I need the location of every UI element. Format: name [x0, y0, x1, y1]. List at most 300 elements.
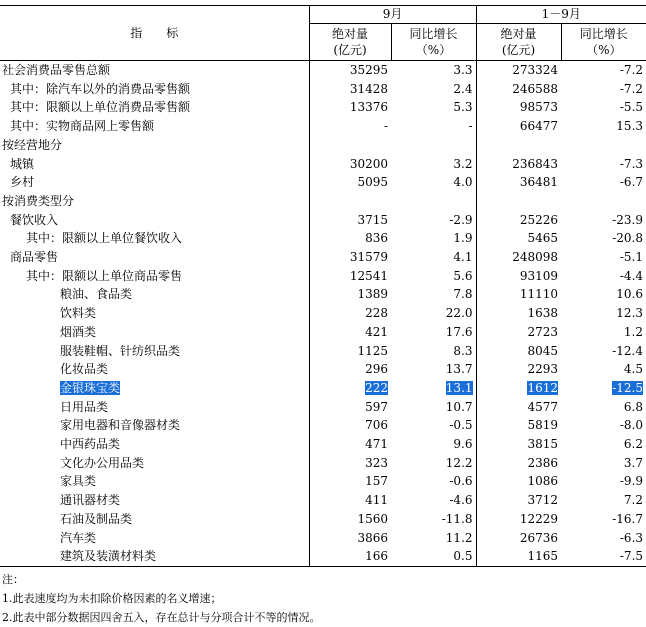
ytd-abs-cell-text: 3815: [527, 437, 559, 452]
ytd-abs-header-line1: 绝对量: [500, 27, 537, 41]
sep-abs-cell: [309, 398, 391, 417]
ytd-abs-cell: [476, 285, 561, 304]
ytd-abs-cell-text: 248098: [512, 250, 559, 265]
sep-yoy-cell-text: -11.8: [441, 511, 473, 526]
row-label: [0, 173, 309, 192]
sep-abs-cell: [309, 98, 391, 117]
ytd-abs-cell-text: 3712: [527, 493, 559, 508]
ytd-abs-cell: [476, 398, 561, 417]
table-row: [0, 323, 646, 342]
sep-yoy-cell-text: 17.6: [445, 324, 473, 339]
sep-abs-cell: [309, 285, 391, 304]
sep-abs-cell: [309, 229, 391, 248]
table-row: [0, 117, 646, 136]
table-row: [0, 547, 646, 566]
sep-yoy-cell: [391, 61, 476, 80]
sep-abs-cell-text: 12541: [349, 268, 388, 283]
ytd-yoy-cell-text: -7.5: [619, 549, 644, 564]
ytd-yoy-cell: [561, 454, 646, 473]
table-row: [0, 229, 646, 248]
sep-yoy-cell-text: 9.6: [453, 437, 473, 452]
ytd-abs-cell-text: 12229: [519, 511, 559, 526]
ytd-yoy-cell-text: -4.4: [619, 268, 644, 283]
sep-yoy-cell: [391, 510, 476, 529]
ytd-yoy-cell-text: -8.0: [619, 418, 644, 433]
ytd-yoy-cell: [561, 323, 646, 342]
sep-abs-header-line1: 绝对量: [331, 27, 368, 41]
row-label: [0, 491, 309, 510]
sep-abs-cell-text: 1125: [357, 343, 388, 358]
ytd-abs-cell-text: 11110: [519, 287, 559, 302]
table-row: [0, 529, 646, 548]
ytd-abs-cell-text: 236843: [512, 156, 559, 171]
row-label-text: 其中：实物商品网上零售额: [10, 119, 155, 134]
ytd-abs-cell: [476, 529, 561, 548]
row-label-text: 石油及制品类: [60, 511, 133, 526]
ytd-yoy-cell: [561, 285, 646, 304]
ytd-abs-cell-text: 8045: [527, 343, 559, 358]
ytd-abs-cell-text: 5465: [527, 231, 559, 246]
ytd-yoy-cell-text: -23.9: [612, 212, 644, 227]
table-row: [0, 98, 646, 117]
sep-abs-cell-text: 222: [365, 380, 388, 395]
sep-yoy-cell: [391, 379, 476, 398]
ytd-yoy-cell: [561, 80, 646, 99]
sep-yoy-cell-text: -0.6: [449, 474, 473, 489]
row-label-text: 城镇: [10, 156, 35, 171]
row-label-text: 汽车类: [60, 530, 97, 545]
sep-yoy-cell-text: 12.2: [445, 455, 473, 470]
ytd-yoy-cell-text: 6.2: [623, 437, 644, 452]
table-row: [0, 80, 646, 99]
row-label-text: 社会消费品零售总额: [2, 63, 111, 77]
ytd-yoy-cell: [561, 491, 646, 510]
row-label-text: 粮油、食品类: [60, 287, 133, 302]
sep-abs-cell: [309, 80, 391, 99]
sep-yoy-cell: [391, 529, 476, 548]
ytd-yoy-cell: [561, 267, 646, 286]
sep-yoy-header-line1: 同比增长: [409, 27, 458, 41]
ytd-yoy-cell-text: -7.3: [619, 156, 644, 171]
table-row: [0, 435, 646, 454]
table-row: [0, 136, 646, 155]
table-row: [0, 491, 646, 510]
row-label: [0, 229, 309, 248]
ytd-yoy-cell-text: -5.5: [619, 100, 644, 115]
sep-abs-cell: [309, 155, 391, 174]
sep-yoy-cell-text: 3.3: [453, 63, 473, 77]
row-label: [0, 510, 309, 529]
retail-sales-table: [0, 5, 646, 567]
sep-yoy-cell: [391, 248, 476, 267]
ytd-abs-cell: [476, 342, 561, 361]
sep-yoy-cell: [391, 491, 476, 510]
row-label: [0, 323, 309, 342]
sep-yoy-cell: [391, 342, 476, 361]
ytd-abs-cell-text: 2723: [527, 324, 559, 339]
row-label-text: 家用电器和音像器材类: [60, 418, 181, 433]
ytd-abs-cell-text: 4577: [527, 399, 559, 414]
sep-yoy-cell-text: 5.3: [453, 100, 473, 115]
ytd-yoy-header: [561, 24, 646, 61]
ytd-abs-cell: [476, 267, 561, 286]
ytd-yoy-cell-text: 15.3: [616, 119, 644, 134]
sep-yoy-cell: [391, 229, 476, 248]
sep-yoy-cell-text: 10.7: [445, 399, 473, 414]
sep-yoy-cell: [391, 267, 476, 286]
sep-abs-cell: [309, 304, 391, 323]
table-row: [0, 267, 646, 286]
ytd-yoy-cell-text: 10.6: [616, 287, 644, 302]
ytd-abs-cell-text: 1086: [527, 474, 559, 489]
indicator-header: 指 标: [0, 6, 309, 61]
ytd-yoy-cell: [561, 248, 646, 267]
ytd-abs-cell-text: 1638: [527, 306, 559, 321]
ytd-yoy-cell: [561, 173, 646, 192]
row-label-text: 其中：除汽车以外的消费品零售额: [10, 81, 191, 96]
ytd-yoy-cell: [561, 304, 646, 323]
sep-abs-cell-text: -: [383, 119, 388, 134]
ytd-abs-cell: [476, 510, 561, 529]
ytd-yoy-cell-text: -5.1: [619, 250, 644, 265]
sep-abs-cell: [309, 323, 391, 342]
ytd-abs-cell: [476, 304, 561, 323]
sep-yoy-cell: [391, 136, 476, 155]
ytd-abs-cell: [476, 379, 561, 398]
row-label: [0, 379, 309, 398]
row-label: [0, 360, 309, 379]
sep-yoy-cell-text: 11.2: [445, 530, 473, 545]
sep-yoy-cell: [391, 547, 476, 566]
ytd-yoy-cell: [561, 472, 646, 491]
sep-abs-cell: [309, 416, 391, 435]
row-label: [0, 472, 309, 491]
table-row: [0, 510, 646, 529]
row-label-text: 按消费类型分: [2, 193, 75, 208]
sep-yoy-cell-text: 13.1: [445, 380, 473, 395]
row-label: [0, 454, 309, 473]
sep-abs-cell-text: 166: [365, 549, 388, 564]
sep-abs-cell: [309, 547, 391, 566]
ytd-abs-cell: [476, 323, 561, 342]
ytd-abs-cell: [476, 491, 561, 510]
sep-abs-cell: [309, 472, 391, 491]
sep-yoy-cell-text: 7.8: [453, 287, 473, 302]
row-label: [0, 529, 309, 548]
ytd-abs-cell: [476, 547, 561, 566]
sep-yoy-cell: [391, 285, 476, 304]
jan-sep-header: 1－9月: [476, 6, 646, 24]
ytd-abs-cell-text: 2293: [527, 362, 559, 377]
ytd-yoy-cell-text: 12.3: [616, 306, 644, 321]
sep-yoy-cell: [391, 173, 476, 192]
row-label: [0, 136, 309, 155]
table-row: [0, 398, 646, 417]
ytd-abs-cell-text: 5819: [527, 418, 559, 433]
ytd-abs-cell-text: 1165: [527, 549, 559, 564]
sep-abs-cell: [309, 360, 391, 379]
table-row: [0, 211, 646, 230]
sep-abs-cell-text: 836: [365, 231, 388, 246]
sep-abs-cell-text: 323: [365, 455, 388, 470]
table-row: [0, 173, 646, 192]
ytd-abs-cell: [476, 248, 561, 267]
row-label: [0, 416, 309, 435]
ytd-yoy-cell: [561, 398, 646, 417]
sep-abs-cell-text: 13376: [349, 100, 388, 115]
table-row: [0, 192, 646, 211]
sep-abs-cell-text: 411: [365, 493, 388, 508]
ytd-yoy-cell: [561, 529, 646, 548]
sep-yoy-cell-text: 4.1: [453, 250, 473, 265]
row-label: [0, 304, 309, 323]
row-label: [0, 398, 309, 417]
table-row: [0, 61, 646, 80]
sep-yoy-cell-text: 22.0: [445, 306, 473, 321]
note-1: 1.此表速度均为未扣除价格因素的名义增速；: [2, 592, 222, 605]
ytd-yoy-cell-text: -6.3: [619, 530, 644, 545]
ytd-yoy-cell: [561, 435, 646, 454]
table-row: [0, 304, 646, 323]
ytd-abs-cell-text: 273324: [512, 63, 559, 77]
row-label: [0, 248, 309, 267]
ytd-yoy-cell-text: -7.2: [619, 81, 644, 96]
ytd-abs-cell: [476, 173, 561, 192]
ytd-yoy-cell-text: 4.5: [623, 362, 644, 377]
notes-label: 注：: [2, 573, 24, 586]
ytd-yoy-cell: [561, 510, 646, 529]
ytd-abs-header-line2: (亿元): [501, 43, 536, 57]
ytd-yoy-cell: [561, 98, 646, 117]
sep-abs-cell-text: 3715: [357, 212, 388, 227]
sep-yoy-cell: [391, 117, 476, 136]
sep-abs-cell: [309, 248, 391, 267]
ytd-abs-cell-text: 246588: [512, 81, 559, 96]
sep-abs-cell: [309, 491, 391, 510]
sep-abs-cell: [309, 342, 391, 361]
ytd-yoy-cell: [561, 547, 646, 566]
row-label-text: 其中：限额以上单位商品零售: [26, 268, 183, 283]
ytd-abs-cell: [476, 472, 561, 491]
sep-yoy-cell: [391, 416, 476, 435]
row-label-text: 按经营地分: [2, 137, 63, 152]
table-row: [0, 416, 646, 435]
sep-yoy-cell: [391, 454, 476, 473]
sep-yoy-cell-text: 3.2: [453, 156, 473, 171]
ytd-yoy-cell: [561, 155, 646, 174]
sep-abs-cell: [309, 211, 391, 230]
sep-abs-cell: [309, 61, 391, 80]
ytd-yoy-header-line2: （%）: [586, 43, 622, 57]
ytd-abs-cell: [476, 435, 561, 454]
row-label-text: 中西药品类: [60, 437, 121, 452]
sep-yoy-header: [391, 24, 476, 61]
ytd-abs-cell: [476, 229, 561, 248]
table-row: [0, 379, 646, 398]
ytd-yoy-cell-text: -9.9: [619, 474, 644, 489]
sep-yoy-cell: [391, 323, 476, 342]
september-header: 9月: [309, 6, 476, 24]
row-label-text: 餐饮收入: [10, 212, 59, 227]
ytd-abs-cell-text: 26736: [519, 530, 559, 545]
sep-yoy-cell-text: 0.5: [453, 549, 473, 564]
ytd-abs-cell-text: 2386: [527, 455, 559, 470]
ytd-yoy-cell: [561, 211, 646, 230]
ytd-abs-cell-text: 93109: [519, 268, 559, 283]
table-row: [0, 472, 646, 491]
table-row: [0, 155, 646, 174]
sep-abs-cell-text: 3866: [357, 530, 388, 545]
sep-abs-cell-text: 296: [365, 362, 388, 377]
sep-yoy-cell: [391, 360, 476, 379]
sep-abs-cell-text: 35295: [349, 63, 388, 77]
ytd-yoy-cell: [561, 342, 646, 361]
row-label-text: 商品零售: [10, 250, 59, 265]
sep-abs-cell: [309, 379, 391, 398]
sep-yoy-cell: [391, 192, 476, 211]
row-label: [0, 285, 309, 304]
sep-abs-cell: [309, 435, 391, 454]
ytd-abs-cell-text: 98573: [519, 100, 559, 115]
row-label: [0, 80, 309, 99]
ytd-abs-header: [476, 24, 561, 61]
table-header: [0, 6, 646, 61]
sep-yoy-cell: [391, 398, 476, 417]
row-label: [0, 155, 309, 174]
sep-yoy-cell-text: 5.6: [453, 268, 473, 283]
table-body: [0, 61, 646, 567]
ytd-abs-cell-text: 25226: [519, 212, 559, 227]
row-label: [0, 267, 309, 286]
table-row: [0, 454, 646, 473]
sep-yoy-cell-text: 4.0: [453, 175, 473, 190]
ytd-abs-cell: [476, 416, 561, 435]
row-label: [0, 342, 309, 361]
ytd-yoy-cell: [561, 229, 646, 248]
row-label-text: 乡村: [10, 175, 35, 190]
row-label: [0, 61, 309, 80]
ytd-yoy-cell-text: -16.7: [612, 511, 644, 526]
row-label-text: 文化办公用品类: [60, 455, 145, 470]
sep-abs-cell-text: 31579: [349, 250, 388, 265]
sep-abs-cell-text: 157: [365, 474, 388, 489]
sep-yoy-cell-text: 2.4: [453, 81, 473, 96]
sep-abs-cell: [309, 267, 391, 286]
ytd-yoy-cell: [561, 192, 646, 211]
ytd-abs-cell: [476, 117, 561, 136]
sep-yoy-cell-text: -0.5: [449, 418, 473, 433]
sep-yoy-cell: [391, 304, 476, 323]
ytd-yoy-cell: [561, 379, 646, 398]
sep-yoy-cell: [391, 435, 476, 454]
sep-yoy-cell: [391, 472, 476, 491]
row-label-text: 通讯器材类: [60, 493, 121, 508]
ytd-yoy-cell-text: 6.8: [623, 399, 644, 414]
sep-yoy-cell-text: -: [468, 119, 473, 134]
ytd-yoy-cell-text: -20.8: [612, 231, 644, 246]
table-row: [0, 360, 646, 379]
row-label: [0, 211, 309, 230]
table-row: [0, 285, 646, 304]
sep-abs-cell-text: 471: [365, 437, 388, 452]
ytd-yoy-cell-text: -6.7: [619, 175, 644, 190]
sep-abs-cell-text: 421: [365, 324, 388, 339]
sep-yoy-cell: [391, 98, 476, 117]
footnotes: [2, 570, 321, 627]
ytd-abs-cell-text: 66477: [519, 119, 559, 134]
sep-abs-cell: [309, 454, 391, 473]
row-label-text: 建筑及装潢材料类: [60, 549, 157, 564]
sep-abs-cell: [309, 136, 391, 155]
row-label-text: 烟酒类: [60, 324, 97, 339]
row-label-text: 金银珠宝类: [60, 380, 121, 395]
sep-yoy-cell-text: -2.9: [449, 212, 473, 227]
ytd-yoy-cell: [561, 360, 646, 379]
ytd-abs-cell: [476, 454, 561, 473]
ytd-abs-cell: [476, 61, 561, 80]
ytd-yoy-cell-text: 3.7: [623, 455, 644, 470]
ytd-yoy-cell: [561, 416, 646, 435]
sep-yoy-cell: [391, 80, 476, 99]
ytd-abs-cell: [476, 192, 561, 211]
ytd-yoy-cell: [561, 61, 646, 80]
ytd-abs-cell: [476, 360, 561, 379]
sep-abs-header: [309, 24, 391, 61]
ytd-abs-cell-text: 1612: [527, 380, 559, 395]
sep-yoy-cell: [391, 155, 476, 174]
ytd-yoy-cell: [561, 117, 646, 136]
row-label-text: 其中：限额以上单位消费品零售额: [10, 100, 191, 115]
ytd-abs-cell: [476, 155, 561, 174]
sep-abs-cell: [309, 192, 391, 211]
sep-yoy-cell-text: 8.3: [453, 343, 473, 358]
row-label: [0, 117, 309, 136]
sep-yoy-cell-text: 13.7: [445, 362, 473, 377]
row-label-text: 化妆品类: [60, 362, 109, 377]
sep-abs-cell-text: 1560: [357, 511, 388, 526]
sep-abs-cell-text: 228: [365, 306, 388, 321]
ytd-yoy-cell-text: -7.2: [619, 63, 644, 77]
ytd-abs-cell: [476, 80, 561, 99]
ytd-abs-cell: [476, 98, 561, 117]
sep-yoy-cell: [391, 211, 476, 230]
sep-abs-cell-text: 30200: [349, 156, 388, 171]
sep-abs-cell-text: 31428: [349, 81, 388, 96]
row-label: [0, 547, 309, 566]
ytd-yoy-cell-text: 1.2: [623, 324, 644, 339]
retail-sales-table-container: [0, 5, 646, 567]
ytd-yoy-cell: [561, 136, 646, 155]
ytd-abs-cell: [476, 211, 561, 230]
ytd-yoy-cell-text: -12.5: [612, 380, 644, 395]
table-row: [0, 248, 646, 267]
sep-abs-cell: [309, 173, 391, 192]
sep-yoy-cell-text: -4.6: [449, 493, 473, 508]
sep-yoy-cell-text: 1.9: [453, 231, 473, 246]
sep-abs-cell-text: 706: [365, 418, 388, 433]
sep-abs-cell: [309, 510, 391, 529]
sep-abs-cell-text: 1389: [357, 287, 388, 302]
sep-abs-cell: [309, 529, 391, 548]
ytd-yoy-cell-text: -12.4: [612, 343, 644, 358]
ytd-yoy-cell-text: 7.2: [623, 493, 644, 508]
note-2: 2.此表中部分数据因四舍五入，存在总计与分项合计不等的情况。: [2, 611, 321, 624]
row-label-text: 家具类: [60, 474, 97, 489]
sep-abs-cell-text: 597: [365, 399, 388, 414]
row-label-text: 日用品类: [60, 399, 109, 414]
row-label-text: 饮料类: [60, 306, 97, 321]
table-row: [0, 342, 646, 361]
